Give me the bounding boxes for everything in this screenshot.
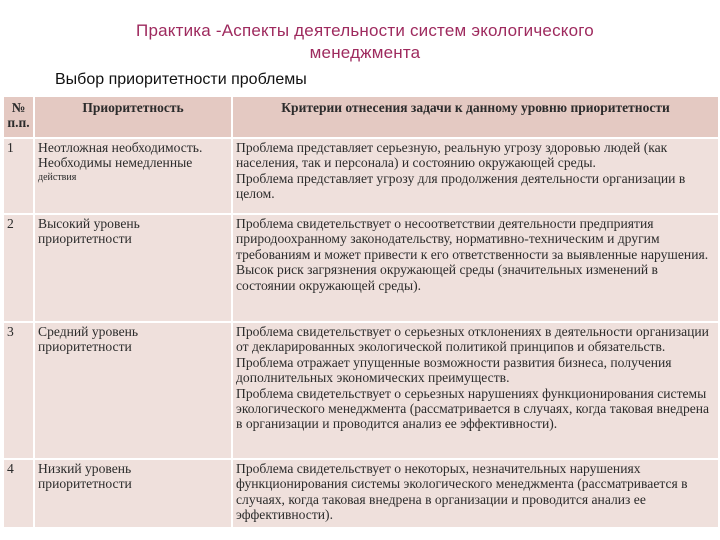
priority-text: Средний уровень приоритетности (38, 324, 139, 355)
table-row (3, 214, 719, 322)
priority-table-container (2, 95, 718, 527)
table-row (3, 322, 719, 459)
header-num: № п.п. (3, 96, 34, 138)
criteria-item: Высок риск загрязнения окружающей среды (значительных изменений в состоянии окружающей среды). (236, 262, 658, 293)
row-priority (34, 459, 232, 531)
row-criteria (232, 459, 719, 531)
slide-title-line-1: Практика -Аспекты деятельности систем экологического (136, 21, 594, 40)
criteria-item: Проблема свидетельствует о несоответствии деятельности предприятия природоохранному законодательству, нормативно-техническим и другим требованиям и может привести к его ответственности за выявленные нарушения. (236, 216, 709, 262)
row-criteria (232, 322, 719, 459)
priority-note: действия (38, 171, 77, 183)
row-number: 2 (3, 214, 34, 322)
header-criteria: Критерии отнесения задачи к данному уровню приоритетности (232, 96, 719, 138)
row-number: 3 (3, 322, 34, 459)
slide-title-line-2: менеджмента (309, 43, 421, 62)
priority-table (2, 95, 720, 532)
row-priority (34, 138, 232, 214)
criteria-item: Проблема свидетельствует о серьезных нарушениях функционирования системы экологического менеджмента (рассматривается в случаях, когда таковая внедрена в организации и проводится анализ ее эффективности). (236, 385, 710, 432)
criteria-item: Проблема представляет серьезную, реальную угрозу здоровью людей (как населения, так и персонала) и состоянию окружающей среды. (236, 140, 668, 171)
criteria-item: Проблема свидетельствует о серьезных отклонениях в деятельности организации от декларированных экологической политикой принципов и обязательств. (236, 324, 709, 355)
row-criteria (232, 138, 719, 214)
row-criteria (232, 214, 719, 322)
criteria-item: Проблема отражает упущенные возможности развития бизнеса, получения дополнительных экономических преимуществ. (236, 354, 672, 386)
table-header-row (3, 96, 719, 138)
criteria-item: Проблема представляет угрозу для продолжения деятельности организации в целом. (236, 170, 686, 202)
row-number: 1 (3, 138, 34, 214)
priority-text: Неотложная необходимость. Необходимы немедленные (38, 140, 203, 171)
priority-text: Высокий уровень приоритетности (38, 216, 140, 247)
row-priority (34, 214, 232, 322)
header-priority: Приоритетность (34, 96, 232, 138)
row-priority (34, 322, 232, 459)
row-number: 4 (3, 459, 34, 531)
table-row (3, 138, 719, 214)
slide-title (60, 20, 670, 64)
criteria-item: Проблема свидетельствует о некоторых, незначительных нарушениях функционирования системы экологического менеджмента (рассматривается в случаях, когда таковая внедрена в организации и проводится анализ ее эффективности). (236, 461, 688, 523)
subtitle: Выбор приоритетности проблемы (55, 71, 307, 88)
priority-text: Низкий уровень приоритетности (38, 461, 132, 492)
table-row (3, 459, 719, 531)
